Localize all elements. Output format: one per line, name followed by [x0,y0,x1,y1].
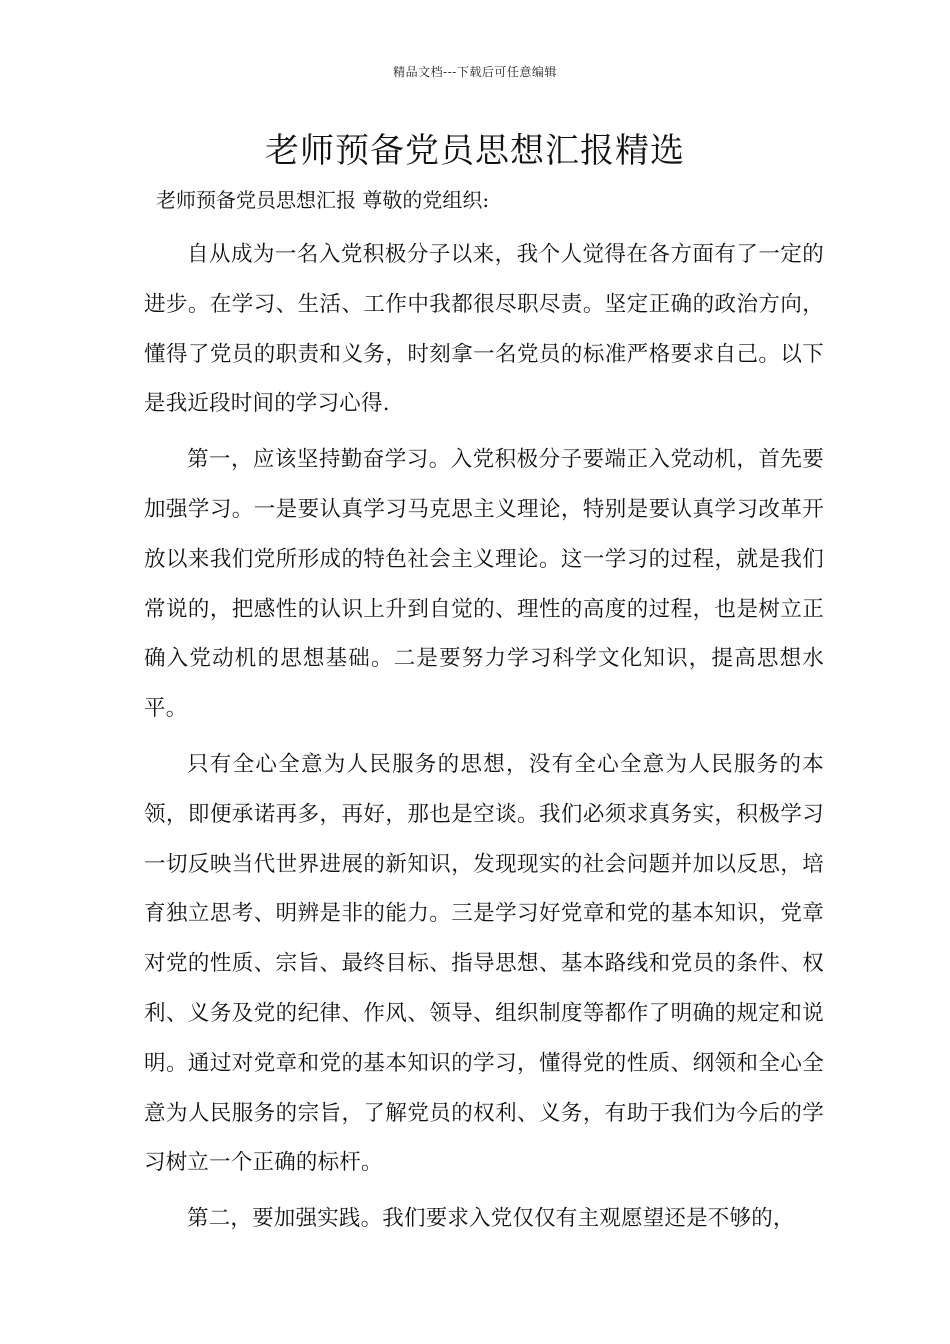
intro-line: 老师预备党员思想汇报 尊敬的党组织: [156,188,490,212]
paragraph: 只有全心全意为人民服务的思想，没有全心全意为人民服务的本领，即便承诺再多，再好，那也是空谈。我们必须求真务实，积极学习一切反映当代世界进展的新知识，发现现实的社会问题并加以反思，培育独立思考、明辨是非的能力。三是学习好党章和党的基本知识，党章对党的性质、宗旨、最终目标、指导思想、基本路线和党员的条件、权利、义务及党的纪律、作风、领导、组织制度等都作了明确的规定和说明。通过对党章和党的基本知识的学习，懂得党的性质、纲领和全心全意为人民服务的宗旨，了解党员的权利、义务，有助于我们为今后的学习树立一个正确的标杆。 [144,751,824,1176]
document-title: 老师预备党员思想汇报精选 [265,131,685,171]
document-body [144,230,824,1250]
paragraph: 自从成为一名入党积极分子以来，我个人觉得在各方面有了一定的进步。在学习、生活、工作中我都很尽职尽责。坚定正确的政治方向，懂得了党员的职责和义务，时刻拿一名党员的标准严格要求自己。以下是我近段时间的学习心得. [144,242,824,417]
paragraph: 第一，应该坚持勤奋学习。入党积极分子要端正入党动机，首先要加强学习。一是要认真学习马克思主义理论，特别是要认真学习改革开放以来我们党所形成的特色社会主义理论。这一学习的过程，就是我们常说的，把感性的认识上升到自觉的、理性的高度的过程，也是树立正确入党动机的思想基础。二是要努力学习科学文化知识，提高思想水平。 [144,447,824,722]
paragraph: 第二，要加强实践。我们要求入党仅仅有主观愿望还是不够的， [187,1206,795,1232]
header-note: 精品文档---下载后可任意编辑 [393,65,557,79]
